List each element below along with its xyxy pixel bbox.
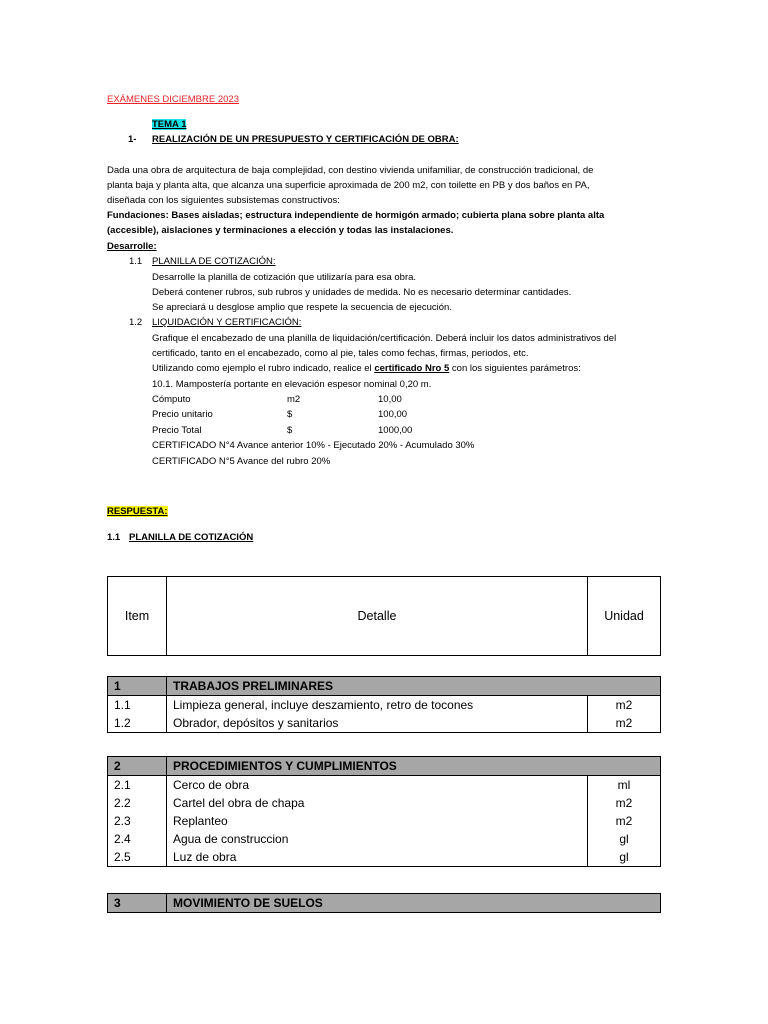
exam-title: EXÁMENES DICIEMBRE 2023	[107, 94, 239, 105]
respuesta-label: RESPUESTA:	[107, 506, 168, 517]
intro-line: Dada una obra de arquitectura de baja complejidad, con destino vivienda unifamiliar, de construcción tradicional, de	[107, 165, 594, 176]
row-item: 2.3	[108, 812, 167, 830]
bold-line: Fundaciones: Bases aisladas; estructura independiente de hormigón armado; cubierta plana sobre planta alta	[107, 210, 605, 221]
item-line: Desarrolle la planilla de cotización que utilizaría para esa obra.	[152, 272, 417, 283]
example-line: Utilizando como ejemplo el rubro indicado, realice el certificado Nro 5 con los siguientes parámetros:	[152, 363, 581, 374]
row-item: 2.1	[108, 776, 167, 795]
row-detalle: Agua de construccion	[167, 830, 588, 848]
desarrolle-label: Desarrolle:	[107, 241, 157, 252]
param-unit: m2	[287, 394, 301, 405]
header-unidad: Unidad	[588, 577, 661, 656]
row-unidad: m2	[588, 696, 661, 715]
row-unidad: ml	[588, 776, 661, 795]
param-label: Precio unitario	[152, 409, 213, 420]
param-value: 100,00	[378, 409, 408, 420]
param-value: 1000,00	[378, 425, 413, 436]
row-detalle: Luz de obra	[167, 848, 588, 867]
item-title: PLANILLA DE COTIZACIÓN:	[152, 256, 276, 267]
cert5-line: CERTIFICADO N°5 Avance del rubro 20%	[152, 456, 331, 467]
row-item: 2.4	[108, 830, 167, 848]
answer-number: 1.1	[107, 532, 121, 543]
row-unidad: m2	[588, 794, 661, 812]
tema-label: TEMA 1	[152, 119, 187, 130]
row-unidad: m2	[588, 812, 661, 830]
bold-line: (accesible), aislaciones y terminaciones a elección y todas las instalaciones.	[107, 225, 454, 236]
row-item: 2.5	[108, 848, 167, 867]
section-title: TRABAJOS PRELIMINARES	[167, 677, 661, 696]
row-detalle: Obrador, depósitos y sanitarios	[167, 714, 588, 733]
row-detalle: Replanteo	[167, 812, 588, 830]
row-unidad: m2	[588, 714, 661, 733]
intro-line: planta baja y planta alta, que alcanza una superficie aproximada de 200 m2, con toilette en PB y dos baños en PA,	[107, 180, 590, 191]
section-table	[107, 893, 661, 913]
section-table	[107, 756, 661, 867]
row-item: 2.2	[108, 794, 167, 812]
item-line: Deberá contener rubros, sub rubros y unidades de medida. No es necesario determinar cantidades.	[152, 287, 572, 298]
param-label: Precio Total	[152, 425, 202, 436]
item-number: 1.2	[129, 317, 143, 328]
section-number: 2	[108, 757, 167, 776]
param-unit: $	[287, 409, 293, 420]
item-number: 1.1	[129, 256, 143, 267]
row-detalle: Limpieza general, incluye deszamiento, retro de tocones	[167, 696, 588, 715]
item-line: certificado, tanto en el encabezado, como al pie, tales como fechas, firmas, periodos, etc.	[152, 348, 529, 359]
item-line: Se apreciará u desglose amplio que respete la secuencia de ejecución.	[152, 302, 452, 313]
section-number: 3	[108, 894, 167, 913]
header-item: Item	[108, 577, 167, 656]
section-table	[107, 676, 661, 733]
row-unidad: gl	[588, 848, 661, 867]
param-value: 10,00	[378, 394, 402, 405]
item-title: LIQUIDACIÓN Y CERTIFICACIÓN:	[152, 317, 302, 328]
section-title: MOVIMIENTO DE SUELOS	[167, 894, 661, 913]
row-unidad: gl	[588, 830, 661, 848]
row-detalle: Cerco de obra	[167, 776, 588, 795]
section-title: PROCEDIMIENTOS Y CUMPLIMIENTOS	[167, 757, 661, 776]
quote-table-header	[107, 576, 661, 656]
item-line: Grafique el encabezado de una planilla de liquidación/certificación. Deberá incluir los datos administrativos del	[152, 333, 617, 344]
header-detalle: Detalle	[167, 577, 588, 656]
point-title: REALIZACIÓN DE UN PRESUPUESTO Y CERTIFICACIÓN DE OBRA:	[152, 134, 459, 145]
param-label: Cómputo	[152, 394, 191, 405]
rubro-line: 10.1. Mampostería portante en elevación espesor nominal 0,20 m.	[152, 379, 432, 390]
row-detalle: Cartel del obra de chapa	[167, 794, 588, 812]
row-item: 1.2	[108, 714, 167, 733]
intro-line: diseñada con los siguientes subsistemas constructivos:	[107, 195, 340, 206]
cert4-line: CERTIFICADO N°4 Avance anterior 10% - Ejecutado 20% - Acumulado 30%	[152, 440, 475, 451]
section-number: 1	[108, 677, 167, 696]
point-number: 1-	[128, 134, 137, 145]
param-unit: $	[287, 425, 293, 436]
row-item: 1.1	[108, 696, 167, 715]
answer-title: PLANILLA DE COTIZACIÓN	[129, 532, 254, 543]
